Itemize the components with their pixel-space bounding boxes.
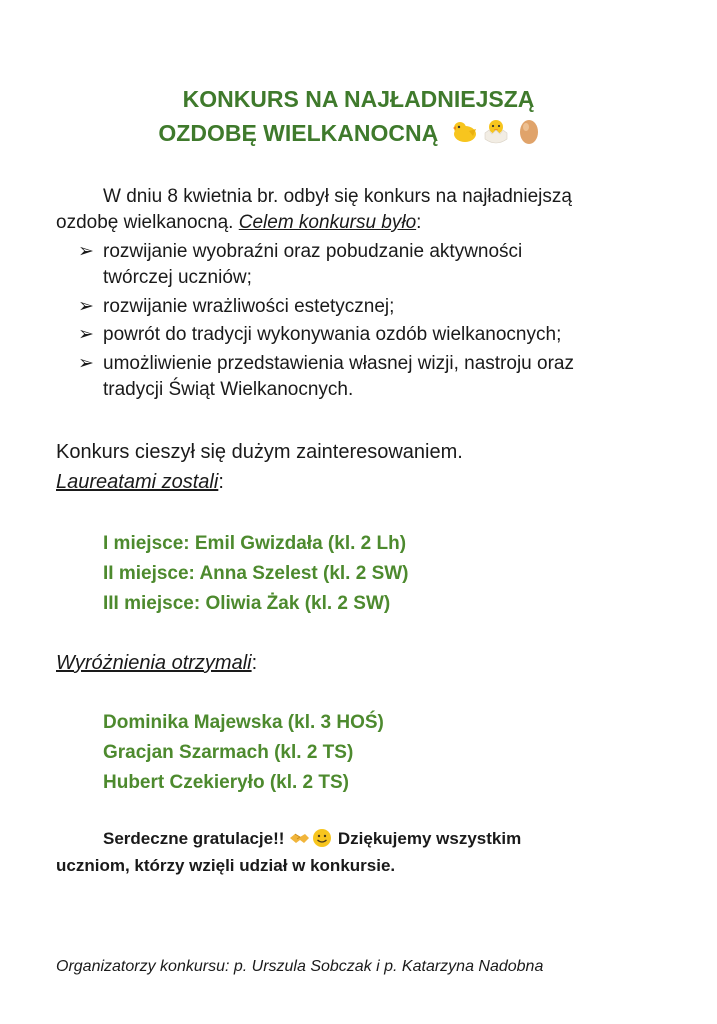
laureate-2: II miejsce: Anna Szelest (kl. 2 SW): [103, 563, 409, 584]
smile-icon: [313, 829, 331, 847]
handshake-smile-icons: [289, 828, 333, 848]
congrats-line-1: [103, 826, 521, 852]
laureate-3: III miejsce: Oliwia Żak (kl. 2 SW): [103, 593, 391, 614]
goals-heading: Celem konkursu było: [238, 212, 417, 233]
laureates-label: Laureatami zostali: [56, 471, 219, 493]
bullet-arrow-icon: ➢: [78, 296, 94, 317]
title-line-1: KONKURS NA NAJŁADNIEJSZĄ: [182, 86, 535, 112]
intro-line-1: W dniu 8 kwietnia br. odbył się konkurs na najładniejszą: [103, 186, 572, 207]
intro-line-2-text: ozdobę wielkanocną.: [56, 212, 239, 233]
chick-icon: [453, 122, 476, 142]
goal-item-4-cont: tradycji Świąt Wielkanocnych.: [103, 379, 354, 400]
goal-item-3: powrót do tradycji wykonywania ozdób wielkanocnych;: [103, 324, 562, 345]
bullet-arrow-icon: ➢: [78, 241, 94, 262]
congrats-text-1: Serdeczne gratulacje!!: [103, 829, 285, 848]
congrats-text-2: Dziękujemy wszystkim: [337, 829, 522, 848]
goal-item-2: rozwijanie wrażliwości estetycznej;: [103, 296, 395, 317]
honor-1: Dominika Majewska (kl. 3 HOŚ): [103, 712, 384, 733]
intro-line-2: [56, 210, 421, 236]
laureates-heading: Laureatami zostali:: [56, 471, 224, 493]
interest-text: Konkurs cieszył się dużym zainteresowaniem.: [56, 441, 463, 463]
honor-3: Hubert Czekieryło (kl. 2 TS): [103, 772, 350, 793]
honor-2: Gracjan Szarmach (kl. 2 TS): [103, 742, 354, 763]
easter-emoji-group: [451, 117, 543, 153]
title-line-2: [0, 117, 709, 153]
bullet-arrow-icon: ➢: [78, 324, 94, 345]
title-line-2-text: OZDOBĘ WIELKANOCNĄ: [158, 120, 439, 147]
honors-heading: Wyróżnienia otrzymali:: [56, 652, 258, 674]
hatching-chick-icon: [485, 120, 507, 143]
laureate-1: I miejsce: Emil Gwizdała (kl. 2 Lh): [103, 533, 407, 554]
intro-line-2-colon: :: [416, 212, 422, 233]
goal-item-1: rozwijanie wyobraźni oraz pobudzanie aktywności: [103, 241, 523, 262]
egg-icon: [520, 120, 538, 144]
goal-item-4: umożliwienie przedstawienia własnej wizji, nastroju oraz: [103, 353, 574, 374]
organizers-footer: Organizatorzy konkursu: p. Urszula Sobczak i p. Katarzyna Nadobna: [56, 958, 544, 975]
congrats-line-2: uczniom, którzy wzięli udział w konkursie.: [56, 856, 396, 875]
bullet-arrow-icon: ➢: [78, 353, 94, 374]
goal-item-1-cont: twórczej uczniów;: [103, 267, 252, 288]
handshake-icon: [290, 834, 309, 843]
honors-label: Wyróżnienia otrzymali: [56, 652, 252, 674]
